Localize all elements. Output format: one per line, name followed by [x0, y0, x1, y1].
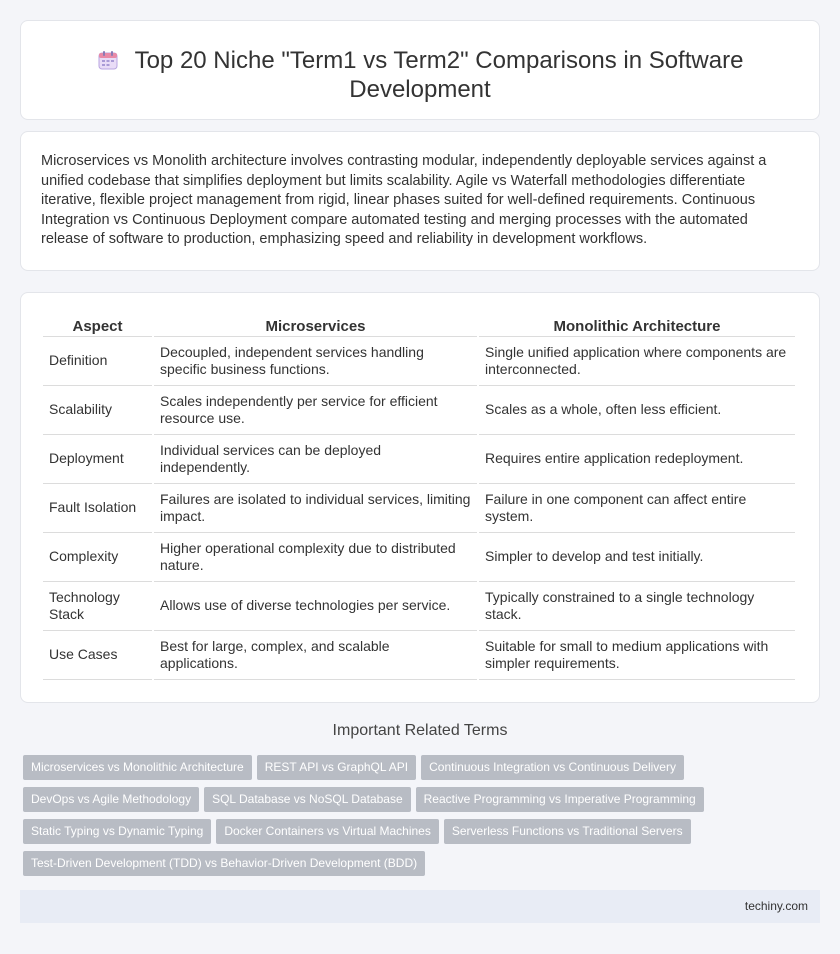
- table-row: [43, 337, 795, 386]
- page-title: [61, 46, 779, 104]
- related-term-tag[interactable]: Static Typing vs Dynamic Typing: [23, 819, 211, 844]
- tag-row: [23, 851, 823, 883]
- intro-card: [20, 131, 820, 271]
- header-card: [20, 20, 820, 120]
- row-aspect: Use Cases: [43, 631, 152, 680]
- row-microservices: Decoupled, independent services handling specific business functions.: [154, 337, 477, 386]
- row-microservices: Higher operational complexity due to distributed nature.: [154, 533, 477, 582]
- tag-row: [23, 787, 823, 819]
- table-row: [43, 631, 795, 680]
- page-title-text: Top 20 Niche "Term1 vs Term2" Comparisons in Software Development: [134, 47, 744, 103]
- row-monolithic: Requires entire application redeployment.: [479, 435, 795, 484]
- table-row: [43, 386, 795, 435]
- related-terms-title: Important Related Terms: [332, 722, 508, 739]
- header-monolithic: Monolithic Architecture: [479, 313, 795, 337]
- tag-row: [23, 755, 823, 787]
- footer-site-link[interactable]: techiny.com: [744, 899, 808, 913]
- row-aspect: Complexity: [43, 533, 152, 582]
- row-monolithic: Scales as a whole, often less efficient.: [479, 386, 795, 435]
- intro-text: Microservices vs Monolith architecture involves contrasting modular, independently deployable services against a unified codebase that simplifies deployment but limits scalability. Agile vs Waterfall methodologies differentiate iterative, flexible project management from rigid, linear phases suited for well-defined requirements. Continuous Integration vs Continuous Deployment compare automated testing and merging processes with the automated release of software to production, emphasizing speed and reliability in development workflows.: [41, 153, 767, 247]
- row-aspect: Scalability: [43, 386, 152, 435]
- related-term-tag[interactable]: Test-Driven Development (TDD) vs Behavior-Driven Development (BDD): [23, 851, 425, 876]
- row-monolithic: Typically constrained to a single technology stack.: [479, 582, 795, 631]
- row-aspect: Definition: [43, 337, 152, 386]
- table-header-row: [43, 313, 795, 337]
- row-aspect: Fault Isolation: [43, 484, 152, 533]
- row-monolithic: Simpler to develop and test initially.: [479, 533, 795, 582]
- row-microservices: Scales independently per service for efficient resource use.: [154, 386, 477, 435]
- row-microservices: Allows use of diverse technologies per service.: [154, 582, 477, 631]
- comparison-table: [41, 313, 797, 680]
- related-term-tag[interactable]: Continuous Integration vs Continuous Delivery: [421, 755, 684, 780]
- related-term-tag[interactable]: Docker Containers vs Virtual Machines: [216, 819, 439, 844]
- row-monolithic: Single unified application where components are interconnected.: [479, 337, 795, 386]
- row-monolithic: Failure in one component can affect entire system.: [479, 484, 795, 533]
- header-microservices: Microservices: [154, 313, 477, 337]
- row-microservices: Individual services can be deployed independently.: [154, 435, 477, 484]
- table-row: [43, 533, 795, 582]
- tag-row: [23, 819, 823, 851]
- table-row: [43, 435, 795, 484]
- related-term-tag[interactable]: DevOps vs Agile Methodology: [23, 787, 199, 812]
- related-term-tag[interactable]: REST API vs GraphQL API: [257, 755, 416, 780]
- header-aspect: Aspect: [43, 313, 152, 337]
- calendar-icon: [97, 49, 119, 71]
- related-term-tag[interactable]: Serverless Functions vs Traditional Servers: [444, 819, 691, 844]
- related-term-tag[interactable]: Microservices vs Monolithic Architecture: [23, 755, 252, 780]
- table-row: [43, 582, 795, 631]
- row-aspect: Deployment: [43, 435, 152, 484]
- row-microservices: Failures are isolated to individual services, limiting impact.: [154, 484, 477, 533]
- row-aspect: Technology Stack: [43, 582, 152, 631]
- row-monolithic: Suitable for small to medium applications with simpler requirements.: [479, 631, 795, 680]
- related-term-tag[interactable]: Reactive Programming vs Imperative Programming: [416, 787, 704, 812]
- footer: [20, 890, 820, 923]
- table-row: [43, 484, 795, 533]
- related-terms-list: [23, 755, 823, 883]
- row-microservices: Best for large, complex, and scalable applications.: [154, 631, 477, 680]
- related-term-tag[interactable]: SQL Database vs NoSQL Database: [204, 787, 411, 812]
- comparison-card: [20, 292, 820, 703]
